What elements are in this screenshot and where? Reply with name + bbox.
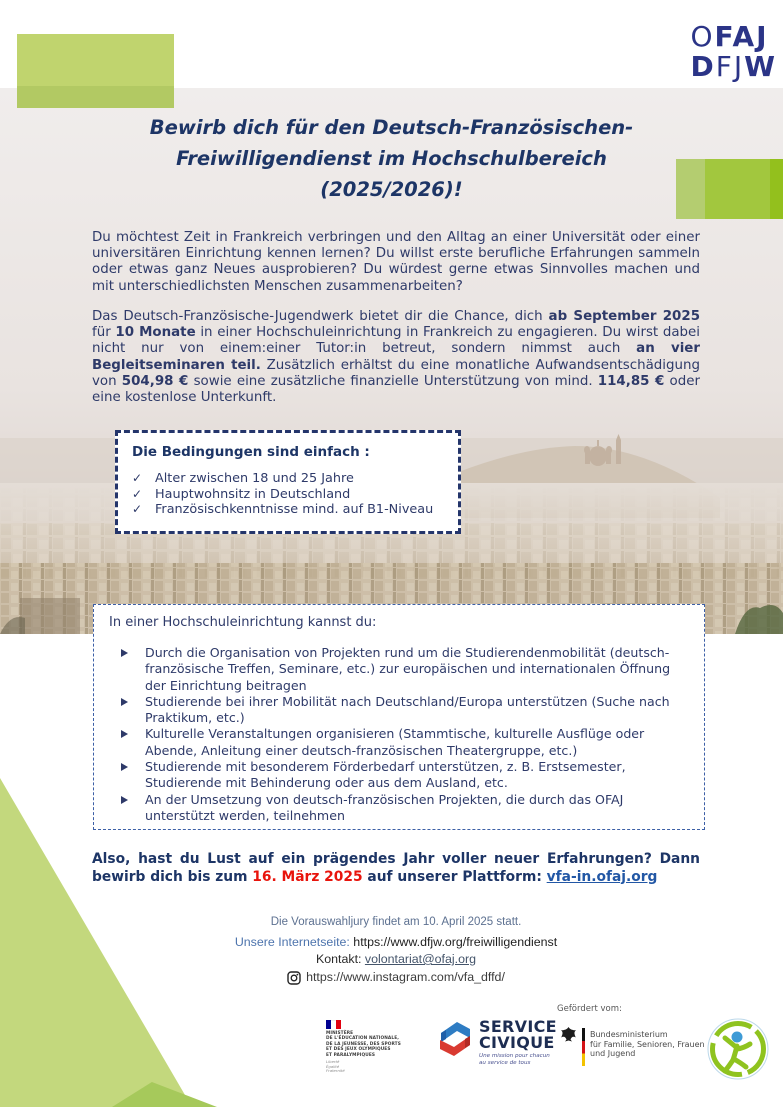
- service-civique-icon: [437, 1019, 473, 1065]
- bundesministerium-logo: Bundesministerium für Familie, Senioren, Frauen und Jugend: [560, 1027, 705, 1066]
- arrow-bullet-icon: [121, 763, 128, 771]
- intro-paragraph: Du möchtest Zeit in Frankreich verbringen und den Alltag an einer Universität oder einer universitären Einrichtung kennen lernen? Du willst erste berufliche Erfahrungen sammeln oder etwas ganz Neues ausprobieren? Du würdest gerne etwas Sinnvolles machen und mit unterschiedlichsten Menschen zusammenarbeiten?: [92, 230, 700, 294]
- french-ministry-logo: MINISTÈRE DE L'ÉDUCATION NATIONALE, DE LA JEUNESSE, DES SPORTS ET DES JEUX OLYMPIQUES ET PARALYMPIQUES Liberté Égalité Fraternité: [326, 1020, 406, 1074]
- check-icon: ✓: [132, 471, 143, 485]
- activities-box: [93, 604, 705, 830]
- activity-item: Kulturelle Veranstaltungen organisieren (Stammtische, kulturelle Ausflüge oder Abende, Anleitung einer deutsch-französischen Theatergruppe, etc.): [109, 726, 689, 759]
- activity-item: Studierende bei ihrer Mobilität nach Deutschland/Europa unterstützen (Suche nach Praktikum, etc.): [109, 694, 689, 727]
- activities-list: [109, 645, 689, 824]
- green-rectangle-decoration: [17, 34, 174, 108]
- offer-paragraph: Das Deutsch-Französische-Jugendwerk bietet dir die Chance, dich ab September 2025 für 10 Monate in einer Hochschuleinrichtung in Frankreich zu engagieren. Du wirst dabei nicht nur von einem:einer Tutor:in betreut, sondern nimmst auch an vier Begleitseminaren teil. Zusätzlich erhältst du eine monatliche Aufwandsentschädigung von 504,98 € sowie eine zusätzliche finanzielle Unterstützung von mind. 114,85 € oder eine kostenlose Unterkunft.: [92, 309, 701, 406]
- condition-item: ✓ Hauptwohnsitz in Deutschland: [132, 486, 351, 502]
- french-flag-icon: [326, 1020, 341, 1029]
- conditions-box: [115, 430, 461, 534]
- arrow-bullet-icon: [121, 730, 128, 738]
- logo-line-dfjw: DFJW: [690, 50, 777, 83]
- service-civique-logo: SERVICE CIVIQUE Une mission pour chacun au service de tous: [437, 1019, 557, 1067]
- arrow-bullet-icon: [121, 698, 128, 706]
- check-icon: ✓: [132, 502, 143, 517]
- activity-item: Durch die Organisation von Projekten rund um die Studierendenmobilität (deutsch-französische Treffen, Seminare, etc.) zur europäischen und internationalen Öffnung der Einrichtung beitragen: [109, 645, 689, 694]
- arrow-bullet-icon: [121, 796, 128, 804]
- condition-item: ✓ Französischkenntnisse mind. auf B1-Niveau: [132, 502, 434, 518]
- links-block: [92, 934, 700, 986]
- funded-by-label: Gefördert vom:: [557, 1004, 622, 1014]
- logo-line-ofaj: OFAJ: [690, 20, 769, 53]
- website-link[interactable]: Unsere Internetseite: https://www.dfjw.org/freiwilligendienst: [234, 935, 558, 949]
- instagram-line[interactable]: [92, 969, 700, 986]
- page-title: Bewirb dich für den Deutsch-Französischen- Freiwilligendienst im Hochschulbereich (2025/2026)!: [149, 116, 634, 201]
- instagram-url[interactable]: https://www.instagram.com/vfa_dffd/: [306, 970, 505, 984]
- condition-item: ✓ Alter zwischen 18 und 25 Jahre: [132, 471, 354, 486]
- activities-title: In einer Hochschuleinrichtung kannst du:: [109, 615, 377, 630]
- volunteer-round-badge-logo: [706, 1016, 770, 1086]
- jury-note: Die Vorauswahljury findet am 10. April 2025 statt.: [270, 916, 522, 928]
- check-icon: ✓: [132, 486, 143, 501]
- contact-email-link[interactable]: Kontakt: volontariat@ofaj.org: [316, 952, 476, 966]
- activity-item: Studierende mit besonderem Förderbedarf unterstützen, z. B. Erstsemester, Studierende mit Behinderung oder aus dem Ausland, etc.: [109, 759, 689, 792]
- ofaj-dfjw-logo: [690, 22, 777, 82]
- instagram-icon: [287, 971, 301, 985]
- activity-item: An der Umsetzung von deutsch-französischen Projekten, die durch das OFAJ unterstützt werden, teilnehmen: [109, 792, 689, 825]
- arrow-bullet-icon: [121, 649, 128, 657]
- conditions-list: [132, 471, 444, 518]
- german-tricolor-bar: [582, 1028, 585, 1066]
- conditions-title: Die Bedingungen sind einfach :: [132, 444, 370, 460]
- call-to-action[interactable]: Also, hast du Lust auf ein prägendes Jahr voller neuer Erfahrungen? Dann bewirb dich bis zum 16. März 2025 auf unserer Plattform: vfa-in.ofaj.org: [92, 851, 700, 885]
- german-eagle-icon: [560, 1027, 577, 1043]
